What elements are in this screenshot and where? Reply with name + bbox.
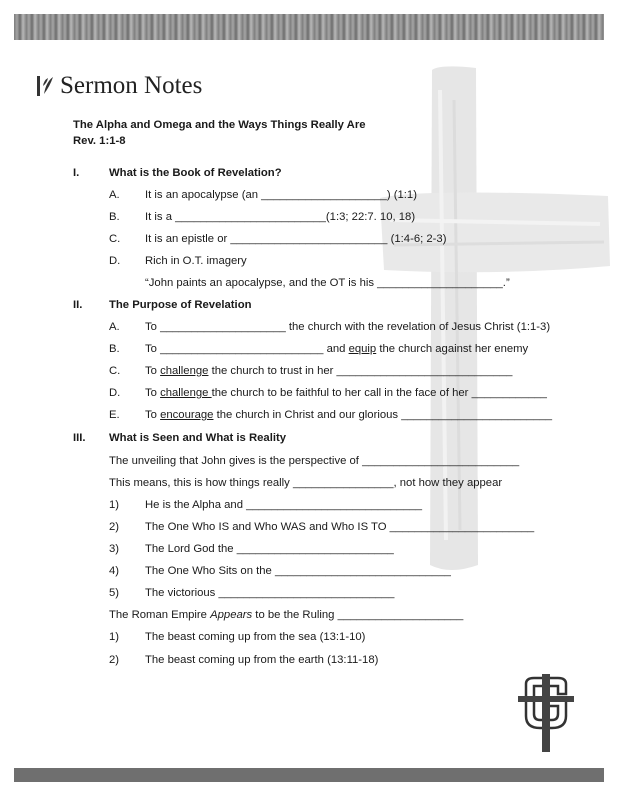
- item-label: C.: [109, 365, 121, 377]
- item-text: It is an apocalypse (an ____________________) (1:1): [145, 189, 417, 201]
- top-decorative-band: [14, 14, 604, 40]
- item-text: To encourage the church in Christ and our glorious ________________________: [145, 409, 553, 421]
- item-text: The One Who Sits on the ____________________________: [145, 565, 451, 577]
- sermon-title: The Alpha and Omega and the Ways Things Really Are: [73, 119, 366, 131]
- item-label: D.: [109, 255, 121, 267]
- leaf-icon: [36, 74, 54, 98]
- section-heading: What is the Book of Revelation?: [109, 167, 282, 179]
- body-text: This means, this is how things really ________________, not how they appear: [109, 477, 503, 489]
- item-label: B.: [109, 343, 120, 355]
- sermon-reference: Rev. 1:1-8: [73, 135, 126, 147]
- header: [36, 72, 202, 100]
- body-text: The Roman Empire Appears to be the Ruling ____________________: [109, 609, 464, 621]
- section-number: I.: [73, 167, 80, 179]
- item-text: It is an epistle or _________________________ (1:4-6; 2-3): [145, 233, 447, 245]
- item-text: To challenge the church to trust in her ____________________________: [145, 365, 513, 377]
- item-label: 3): [109, 543, 120, 555]
- item-label: B.: [109, 211, 120, 223]
- item-text: To challenge the church to be faithful to her call in the face of her ____________: [145, 387, 547, 399]
- item-label: 4): [109, 565, 120, 577]
- section-heading: What is Seen and What is Reality: [109, 432, 287, 444]
- item-label: C.: [109, 233, 121, 245]
- bottom-decorative-band: [14, 768, 604, 782]
- church-logo-icon: [516, 674, 576, 752]
- item-text: It is a ________________________(1:3; 22:7. 10, 18): [145, 211, 416, 223]
- item-label: E.: [109, 409, 120, 421]
- item-label: 5): [109, 587, 120, 599]
- item-label: 2): [109, 521, 120, 533]
- item-label: 1): [109, 631, 120, 643]
- section-number: II.: [73, 299, 83, 311]
- quote-text: “John paints an apocalypse, and the OT is his ____________________.”: [145, 277, 510, 289]
- item-text: Rich in O.T. imagery: [145, 255, 247, 267]
- item-text: The beast coming up from the earth (13:11-18): [145, 654, 379, 666]
- section-number: III.: [73, 432, 86, 444]
- item-label: D.: [109, 387, 121, 399]
- item-label: A.: [109, 321, 120, 333]
- item-text: The Lord God the _________________________: [145, 543, 394, 555]
- item-label: A.: [109, 189, 120, 201]
- body-text: The unveiling that John gives is the perspective of _________________________: [109, 455, 520, 467]
- item-text: To __________________________ and equip the church against her enemy: [145, 343, 529, 355]
- section-heading: The Purpose of Revelation: [109, 299, 252, 311]
- item-text: The One Who IS and Who WAS and Who IS TO _______________________: [145, 521, 535, 533]
- item-text: He is the Alpha and ____________________________: [145, 499, 423, 511]
- item-label: 2): [109, 654, 120, 666]
- item-text: The victorious ____________________________: [145, 587, 395, 599]
- item-text: To ____________________ the church with the revelation of Jesus Christ (1:1-3): [145, 321, 551, 333]
- item-text: The beast coming up from the sea (13:1-10): [145, 631, 366, 643]
- item-label: 1): [109, 499, 120, 511]
- page-title: Sermon Notes: [60, 72, 203, 99]
